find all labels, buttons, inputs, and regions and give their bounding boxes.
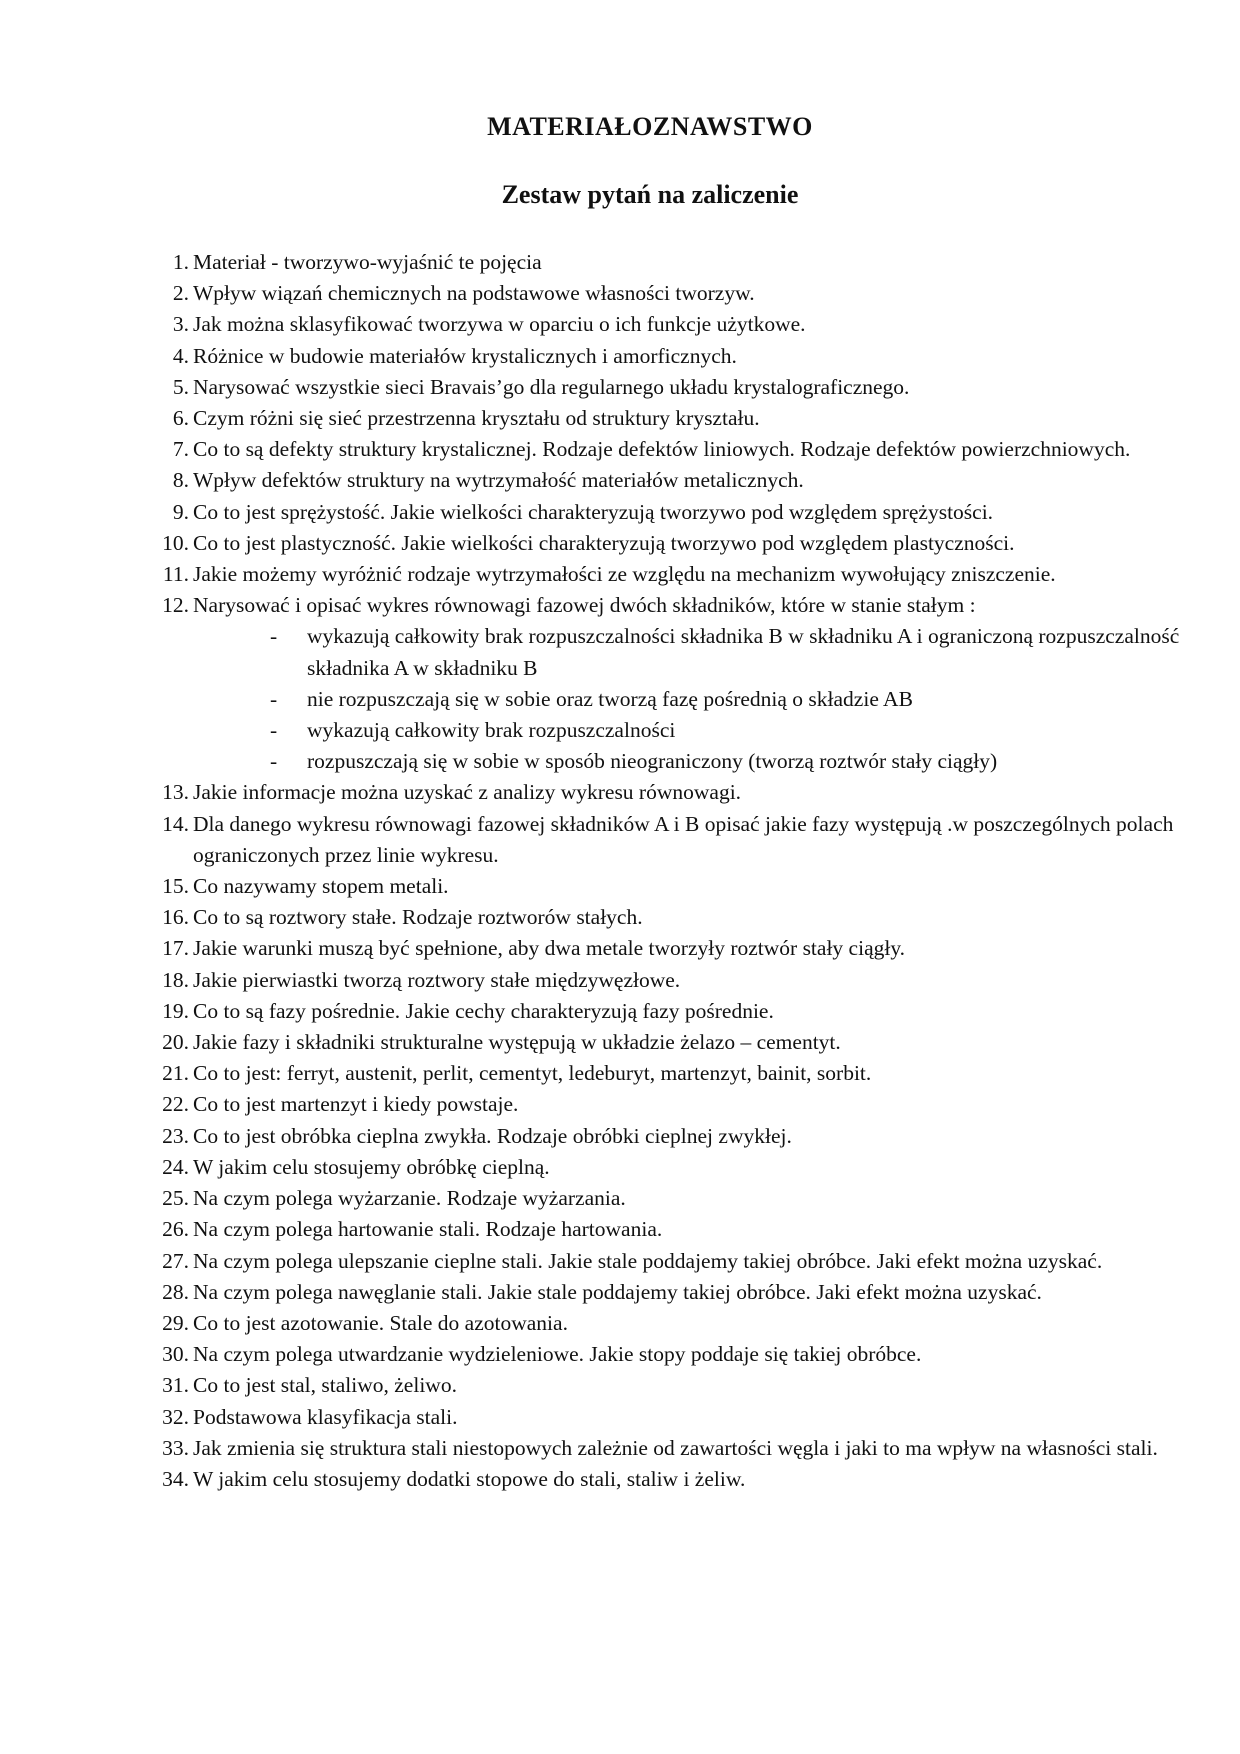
question-number: 22. xyxy=(162,1092,189,1117)
question-item xyxy=(151,247,1186,278)
dash-bullet: - xyxy=(270,686,278,711)
question-item xyxy=(151,809,1186,871)
sub-item xyxy=(193,746,1186,777)
question-number: 21. xyxy=(162,1061,189,1086)
question-text: Dla danego wykresu równowagi fazowej składników A i B opisać jakie fazy występują .w poszczególnych polach ograniczonych przez linie wykresu. xyxy=(193,811,1174,867)
question-text: Na czym polega nawęglanie stali. Jakie stale poddajemy takiej obróbce. Jaki efekt można uzyskać. xyxy=(193,1279,1042,1304)
question-item xyxy=(151,403,1186,434)
question-item xyxy=(151,372,1186,403)
question-text: Różnice w budowie materiałów krystalicznych i amorficznych. xyxy=(193,343,737,368)
question-text: Materiał - tworzywo-wyjaśnić te pojęcia xyxy=(193,250,542,274)
question-item xyxy=(151,309,1186,340)
question-text: Co to są fazy pośrednie. Jakie cechy charakteryzują fazy pośrednie. xyxy=(193,998,774,1023)
question-item xyxy=(151,871,1186,902)
question-number: 16. xyxy=(162,905,189,930)
question-number: 8. xyxy=(172,468,189,493)
question-number: 14. xyxy=(162,811,189,836)
dash-bullet: - xyxy=(270,749,278,774)
question-text: Na czym polega utwardzanie wydzieleniowe. Jakie stopy poddaje się takiej obróbce. xyxy=(193,1342,922,1367)
question-text: Co nazywamy stopem metali. xyxy=(193,874,449,899)
question-number: 28. xyxy=(162,1279,189,1304)
question-item xyxy=(151,1027,1186,1058)
question-item xyxy=(151,278,1186,309)
sub-item-text: wykazują całkowity brak rozpuszczalności xyxy=(307,718,676,743)
question-item xyxy=(151,1402,1186,1433)
question-number: 24. xyxy=(162,1154,189,1179)
question-text: Na czym polega ulepszanie cieplne stali. Jakie stale poddajemy takiej obróbce. Jaki efekt można uzyskać. xyxy=(193,1248,1103,1273)
question-number: 29. xyxy=(162,1310,189,1335)
question-item xyxy=(151,497,1186,528)
question-text: Co to są roztwory stałe. Rodzaje roztworów stałych. xyxy=(193,905,643,930)
dash-bullet: - xyxy=(270,718,278,743)
question-number: 17. xyxy=(162,936,189,961)
question-number: 2. xyxy=(172,281,189,306)
question-text: Na czym polega hartowanie stali. Rodzaje hartowania. xyxy=(193,1217,663,1242)
question-text: W jakim celu stosujemy obróbkę cieplną. xyxy=(193,1154,550,1179)
question-item xyxy=(151,777,1186,808)
question-number: 27. xyxy=(162,1248,189,1273)
question-item xyxy=(151,1370,1186,1401)
question-number: 18. xyxy=(162,967,189,992)
question-number: 5. xyxy=(172,374,189,399)
question-number: 20. xyxy=(162,1030,189,1055)
question-text: Na czym polega wyżarzanie. Rodzaje wyżarzania. xyxy=(193,1186,626,1211)
question-text: Co to jest azotowanie. Stale do azotowania. xyxy=(193,1310,568,1335)
question-number: 13. xyxy=(162,780,189,805)
question-item xyxy=(151,1214,1186,1245)
question-text: Jakie pierwiastki tworzą roztwory stałe międzywęzłowe. xyxy=(193,967,681,992)
question-item xyxy=(151,1121,1186,1152)
question-number: 11. xyxy=(162,562,189,587)
question-item xyxy=(151,528,1186,559)
question-item xyxy=(151,1277,1186,1308)
question-number: 23. xyxy=(162,1123,189,1148)
question-number: 19. xyxy=(162,998,189,1023)
question-number: 3. xyxy=(172,312,189,337)
sub-item xyxy=(193,621,1186,683)
question-number: 26. xyxy=(162,1217,189,1242)
question-item xyxy=(151,1246,1186,1277)
question-text: Co to jest plastyczność. Jakie wielkości charakteryzują tworzywo pod względem plastyczności. xyxy=(193,530,1015,555)
question-number: 33. xyxy=(162,1435,189,1460)
question-item xyxy=(151,1339,1186,1370)
sub-item-text: nie rozpuszczają się w sobie oraz tworzą fazę pośrednią o składzie AB xyxy=(307,686,913,711)
question-item xyxy=(151,996,1186,1027)
question-item xyxy=(151,1183,1186,1214)
question-text: Wpływ wiązań chemicznych na podstawowe własności tworzyw. xyxy=(193,281,755,306)
question-text: Co to jest obróbka cieplna zwykła. Rodzaje obróbki cieplnej zwykłej. xyxy=(193,1123,792,1148)
question-number: 10. xyxy=(162,530,189,555)
question-text: Co to jest sprężystość. Jakie wielkości charakteryzują tworzywo pod względem sprężystości. xyxy=(193,499,994,524)
question-text: Jakie warunki muszą być spełnione, aby dwa metale tworzyły roztwór stały ciągły. xyxy=(193,936,906,961)
question-number: 7. xyxy=(172,437,189,462)
question-number: 4. xyxy=(172,343,189,368)
question-item xyxy=(151,434,1186,465)
dash-bullet: - xyxy=(270,624,278,649)
question-text: Jakie możemy wyróżnić rodzaje wytrzymałości ze względu na mechanizm wywołujący zniszczenie. xyxy=(193,562,1056,587)
question-item xyxy=(151,933,1186,964)
question-text: Co to jest martenzyt i kiedy powstaje. xyxy=(193,1092,519,1117)
question-number: 1. xyxy=(172,250,189,274)
question-text: Co to jest: ferryt, austenit, perlit, cementyt, ledeburyt, martenzyt, bainit, sorbit. xyxy=(193,1061,872,1086)
question-text: Jakie fazy i składniki strukturalne występują w układzie żelazo – cementyt. xyxy=(193,1030,841,1055)
question-item xyxy=(151,465,1186,496)
question-number: 6. xyxy=(172,406,189,431)
question-text: Co to jest stal, staliwo, żeliwo. xyxy=(193,1373,457,1398)
question-item xyxy=(151,1464,1186,1495)
question-number: 12. xyxy=(162,593,189,618)
question-text: Czym różni się sieć przestrzenna kryształu od struktury kryształu. xyxy=(193,406,760,431)
question-item xyxy=(151,559,1186,590)
question-item xyxy=(151,1089,1186,1120)
question-text: Podstawowa klasyfikacja stali. xyxy=(193,1404,458,1429)
question-text: W jakim celu stosujemy dodatki stopowe do stali, staliw i żeliw. xyxy=(193,1466,746,1491)
question-number: 15. xyxy=(162,874,189,899)
question-item xyxy=(151,1152,1186,1183)
question-number: 30. xyxy=(162,1342,189,1367)
question-list xyxy=(151,247,1186,1495)
sub-item xyxy=(193,715,1186,746)
sub-item-text: wykazują całkowity brak rozpuszczalności składnika B w składniku A i ograniczoną rozpuszczalność składnika A w składniku B xyxy=(307,624,1180,680)
question-text: Co to są defekty struktury krystalicznej. Rodzaje defektów liniowych. Rodzaje defektów powierzchniowych. xyxy=(193,437,1131,462)
question-item xyxy=(151,341,1186,372)
question-number: 25. xyxy=(162,1186,189,1211)
page-title: MATERIAŁOZNAWSTWO xyxy=(487,112,813,141)
question-text: Narysować i opisać wykres równowagi fazowej dwóch składników, które w stanie stałym : xyxy=(193,593,976,618)
sub-item xyxy=(193,684,1186,715)
question-item xyxy=(151,590,1186,777)
question-text: Jak można sklasyfikować tworzywa w oparciu o ich funkcje użytkowe. xyxy=(193,312,806,337)
question-item xyxy=(151,965,1186,996)
question-text: Narysować wszystkie sieci Bravais’go dla regularnego układu krystalograficznego. xyxy=(193,374,910,399)
question-item xyxy=(151,1433,1186,1464)
question-text: Jak zmienia się struktura stali niestopowych zależnie od zawartości węgla i jaki to ma wpływ na własności stali. xyxy=(193,1435,1158,1460)
question-number: 9. xyxy=(172,499,189,524)
question-item xyxy=(151,1308,1186,1339)
sub-item-text: rozpuszczają się w sobie w sposób nieograniczony (tworzą roztwór stały ciągły) xyxy=(307,749,998,774)
question-number: 32. xyxy=(162,1404,189,1429)
question-text: Wpływ defektów struktury na wytrzymałość materiałów metalicznych. xyxy=(193,468,804,493)
question-text: Jakie informacje można uzyskać z analizy wykresu równowagi. xyxy=(193,780,742,805)
question-item xyxy=(151,902,1186,933)
question-item xyxy=(151,1058,1186,1089)
question-number: 31. xyxy=(162,1373,189,1398)
page-subtitle: Zestaw pytań na zaliczenie xyxy=(501,180,799,209)
sub-item-list xyxy=(193,621,1186,777)
question-number: 34. xyxy=(162,1466,189,1491)
